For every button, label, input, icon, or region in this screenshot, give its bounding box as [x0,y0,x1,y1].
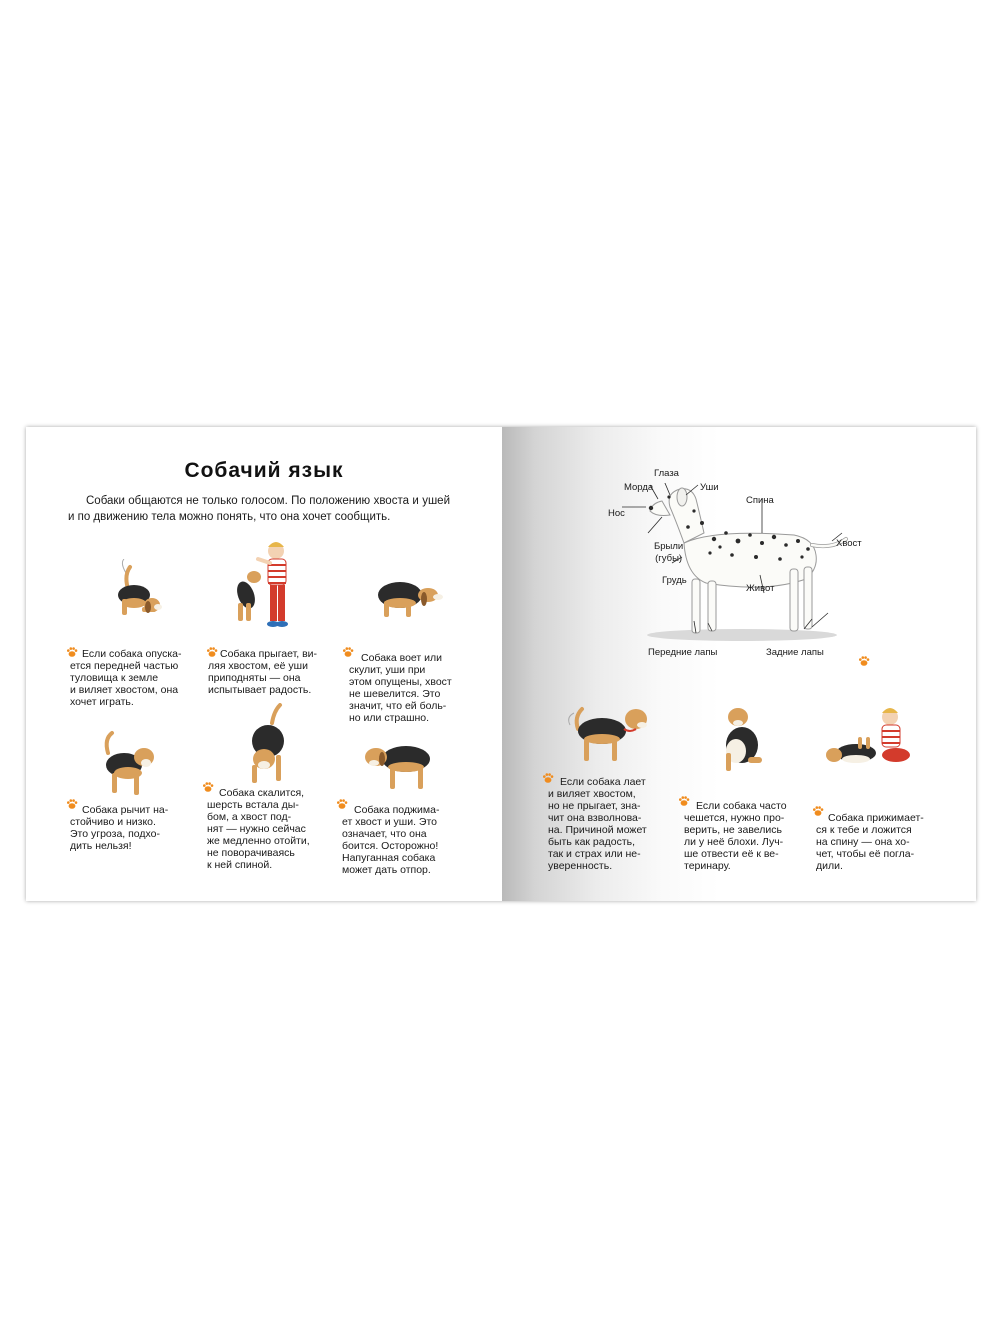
caption-line: на. Причиной может [548,824,647,836]
label-hind-legs: Задние лапы [766,647,824,658]
caption-line: ет хвост и уши. Это [342,816,437,828]
caption-line: верить, не завелись [684,824,782,836]
caption-line: но не прыгает, зна- [548,800,641,812]
book-spread [26,427,976,901]
caption-barking [548,776,688,872]
caption-line: дить нельзя! [70,840,132,852]
caption-line: Собака воет или [361,652,442,664]
caption-line: скулит, уши при [349,664,426,676]
caption-line: приподняты — она [208,672,301,684]
caption-line: стойчиво и низко. [70,816,156,828]
page-title: Собачий язык [184,459,344,482]
caption-line: бом, а хвост под- [207,811,292,823]
caption-growling [70,804,202,852]
caption-line: Собака поджима- [354,804,440,816]
caption-line: может дать отпор. [342,864,431,876]
caption-line: к ней спиной. [207,859,273,871]
girl-petting-beagle-illustration [822,703,932,773]
label-flews-note: (губы) [655,553,683,564]
label-back: Спина [746,495,774,506]
label-eyes: Глаза [654,468,679,479]
label-flews-text: Брыли [654,541,684,552]
caption-jumping [208,648,340,696]
caption-line: ется передней частью [70,660,179,672]
caption-line: означает, что она [342,828,427,840]
beagle-scratching-illustration [708,705,778,775]
caption-line: Если собака часто [696,800,787,812]
caption-line: не шевелится. Это [349,688,441,700]
caption-play-bow [70,648,202,708]
caption-line: теринару. [684,860,731,872]
caption-line: и виляет хвостом, [548,788,636,800]
caption-line: Если собака лает [560,776,646,788]
label-nose: Нос [608,508,625,519]
caption-line: же медленно отойти, [207,835,310,847]
caption-line: Напуганная собака [342,852,436,864]
beagle-snarling-illustration [232,703,302,787]
caption-snarling [207,787,339,871]
caption-line: уверенность. [548,860,613,872]
caption-line: ше отвести её к ве- [684,848,779,860]
left-page [26,427,502,901]
beagle-play-bow-illustration [94,559,166,625]
label-chest: Грудь [662,575,687,586]
caption-line: но или страшно. [349,712,430,724]
intro-paragraph: Собаки общаются не только голосом. По положению хвоста и ушей и по движению тела можно понять, что она хочет сообщить. [68,495,450,523]
caption-line: ли у неё блохи. Луч- [684,836,784,848]
label-flews [654,541,683,565]
caption-line: чешется, нужно про- [684,812,785,824]
caption-line: ляя хвостом, её уши [208,660,308,672]
caption-line: быть как радость, [548,836,636,848]
caption-line: чит она взволнова- [548,812,642,824]
beagle-growling-illustration [98,727,166,801]
paw-icon [858,655,870,666]
caption-line: туловища к земле [70,672,159,684]
caption-line: чет, чтобы её погла- [816,848,915,860]
caption-line: значит, что ей боль- [349,700,447,712]
caption-line: на спину — она хо- [816,836,910,848]
label-belly: Живот [746,583,775,594]
caption-line: хочет играть. [70,696,134,708]
caption-line: Собака скалится, [219,787,305,799]
boy-and-jumping-beagle-illustration [214,537,314,637]
caption-petting [816,812,956,872]
caption-line: Если собака опуска- [82,648,182,660]
label-tail: Хвост [836,538,862,549]
caption-line: Собака прижимает- [828,812,924,824]
caption-line: шерсть встала ды- [207,799,299,811]
label-ears: Уши [700,482,719,493]
caption-line: и виляет хвостом, она [70,684,179,696]
caption-scratching [684,800,820,872]
caption-line: дили. [816,860,843,872]
caption-line: Собака прыгает, ви- [220,648,318,660]
caption-scared [342,804,474,876]
caption-howling [349,652,481,724]
right-page [502,427,976,901]
label-front-legs: Передние лапы [648,647,718,658]
caption-line: боится. Осторожно! [342,840,439,852]
caption-line: Собака рычит на- [82,804,169,816]
caption-line: Это угроза, подхо- [70,828,161,840]
caption-line: так и страх или не- [548,848,641,860]
beagle-scared-illustration [360,737,440,795]
caption-line: нят — нужно сейчас [207,823,306,835]
label-muzzle: Морда [624,482,654,493]
caption-line: не поворачиваясь [207,847,295,859]
caption-line: испытывает радость. [208,684,312,696]
caption-line: этом опущены, хвост [349,676,452,688]
beagle-barking-illustration [552,699,652,767]
caption-line: ся к тебе и ложится [816,824,912,836]
beagle-howling-illustration [370,575,448,621]
